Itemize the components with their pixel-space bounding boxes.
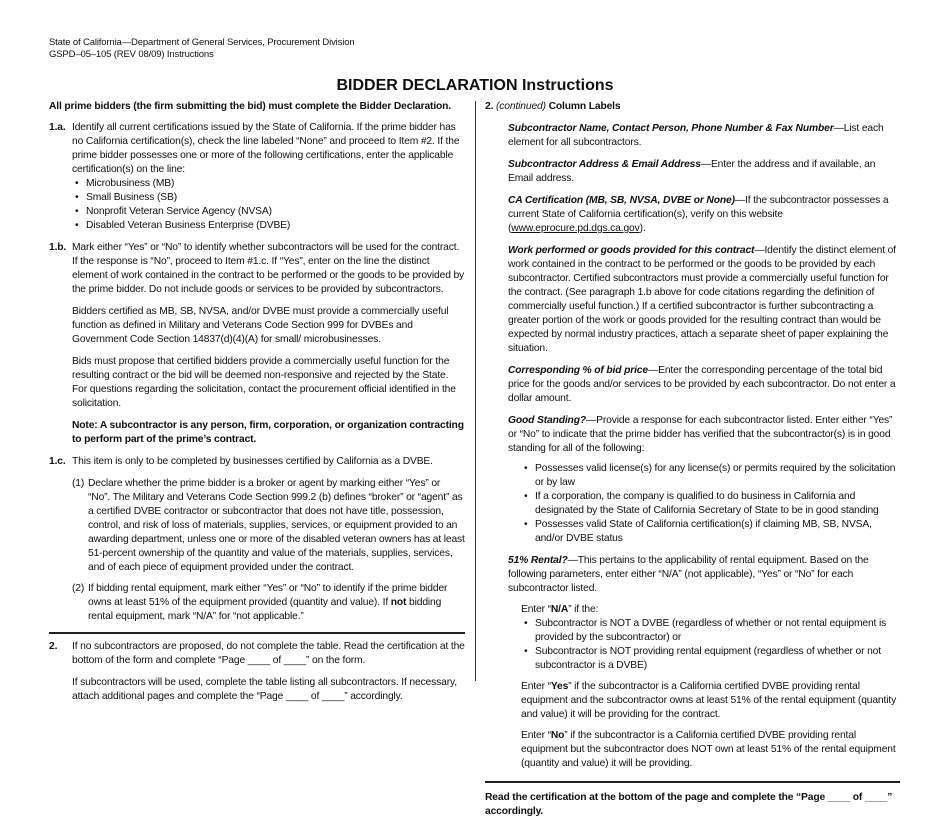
list-item: • Microbusiness (MB) xyxy=(72,177,465,191)
subitem-number: (2) xyxy=(72,583,85,594)
emphasis-text: not xyxy=(390,597,407,608)
definition: —List each element for all subcontractors. xyxy=(508,123,884,148)
label-subcontractor-name xyxy=(485,122,900,150)
item-number: 2. xyxy=(485,101,494,112)
text-segment: ” if the subcontractor is a California certified DVBE providing rental equipment but the subcontractor does NOT own at least 51% of the rental equipment (quantity and value) it will be providing. xyxy=(521,730,896,769)
term: Corresponding % of bid price xyxy=(508,365,648,376)
item-1b xyxy=(49,241,465,447)
left-column xyxy=(49,100,465,704)
emphasis-text: N/A xyxy=(550,604,569,615)
item-text: Bidders certified as MB, SB, NVSA, and/or DVBE must provide a commercially useful function as defined in Military and Veterans Code Section 999 for DVBEs and Government Code Section 14837(d)(4)(A) for small/ microbusinesses. xyxy=(72,306,449,345)
column-divider xyxy=(475,101,476,681)
section-rule xyxy=(485,781,900,783)
header-form-id: GSPD–05–105 (REV 08/09) Instructions xyxy=(49,49,214,60)
subitem-text: Declare whether the prime bidder is a broker or agent by marking either “Yes” or “No”. The Military and Veterans Code Section 999.2 (b) defines “broker” or “agent” as a certified DVBE contractor or subcontractor that does not have title, possession, control, and risk of loss of materials, supplies, services, or equipment provided to an awarding department, unless one or more of the disabled veteran owners has at least 51-percent ownership of the quantity and value of the materials, supplies, services, and of each piece of equipment provided under the contract. xyxy=(88,478,465,573)
na-instruction xyxy=(485,603,900,617)
text-segment: bidding rental equipment, mark “N/A” for “not applicable.” xyxy=(88,597,442,622)
item-number: 1.a. xyxy=(49,122,66,133)
label-good-standing xyxy=(485,414,900,456)
column-labels-heading xyxy=(485,100,900,114)
item-1a xyxy=(49,121,465,233)
item-text: If no subcontractors are proposed, do not complete the table. Read the certification at the bottom of the form and complete “Page ____ of ____” on the form. xyxy=(72,641,465,666)
label-subcontractor-address xyxy=(485,158,900,186)
footer-instruction: Read the certification at the bottom of the page and complete the “Page ____ of ____” accordingly. xyxy=(485,792,893,817)
item-text: This item is only to be completed by businesses certified by California as a DVBE. xyxy=(72,456,433,467)
item-number: 2. xyxy=(49,641,58,652)
list-item: • Disabled Veteran Business Enterprise (DVBE) xyxy=(72,219,465,233)
term: Work performed or goods provided for this contract xyxy=(508,245,755,256)
label-work-performed xyxy=(485,244,900,356)
term: Subcontractor Name, Contact Person, Phone Number & Fax Number xyxy=(508,123,834,134)
label-ca-certification xyxy=(485,194,900,236)
text-segment: ” if the subcontractor is a California certified DVBE providing rental equipment and the subcontractor owns at least 51% of the rental equipment (quantity and value) it will be providing for the contract. xyxy=(521,681,897,720)
item-text: If subcontractors will be used, complete the table listing all subcontractors. If necessary, attach additional pages and complete the “Page ____ of ____” accordingly. xyxy=(72,677,457,702)
subcontractor-note: Note: A subcontractor is any person, firm, corporation, or organization contracting to perform part of the prime’s contract. xyxy=(72,420,464,445)
list-item: • Possesses valid license(s) for any license(s) or permits required by the solicitation or by law xyxy=(521,462,900,490)
item-text: Mark either “Yes” or “No” to identify whether subcontractors will be used for the contract. If the response is “No”, proceed to Item #1.c. If “Yes”, enter on the line the distinct element of work contained in the contract to be performed or the goods to be provided by the prime bidder. Do not include goods or services to be provided by subcontractors. xyxy=(72,242,465,295)
definition: —If the subcontractor possesses a current State of California certification(s), verify on this website ( xyxy=(508,195,889,234)
emphasis-text: No xyxy=(550,730,565,741)
right-column xyxy=(485,100,900,819)
item-text: Bids must propose that certified bidders provide a commercially useful function for the resulting contract or the bid will be deemed non-responsive and rejected by the State. For questions regarding the solicitation, contact the procurement official identified in the solicitation. xyxy=(72,356,456,409)
eprocure-link[interactable]: www.eprocure.pd.dgs.ca.gov xyxy=(511,223,640,234)
list-item: • Subcontractor is NOT providing rental equipment (regardless of whether or not subcontractor is a DVBE) xyxy=(521,645,900,673)
item-text: Identify all current certifications issued by the State of California. If the prime bidder has no California certification(s), check the line labeled “None” and proceed to Item #2. If the prime bidder possesses one or more of the following certifications, enter the applicable certification(s) on the line: xyxy=(72,122,460,175)
no-instruction xyxy=(485,729,900,771)
text-segment: Enter “ xyxy=(521,730,551,741)
yes-instruction xyxy=(485,680,900,722)
heading-text: Column Labels xyxy=(548,101,621,112)
subitem-1 xyxy=(72,477,465,575)
label-bid-percent xyxy=(485,364,900,406)
good-standing-list xyxy=(485,462,900,546)
text-segment: Enter “ xyxy=(521,604,551,615)
list-item: • Possesses valid State of California certification(s) if claiming MB, SB, NVSA, and/or DVBE status xyxy=(521,518,900,546)
term: CA Certification (MB, SB, NVSA, DVBE or None) xyxy=(508,195,735,206)
item-number: 1.b. xyxy=(49,242,67,253)
list-item: • If a corporation, the company is qualified to do business in California and designated by the State of California Secretary of State to be in good standing xyxy=(521,490,900,518)
text-segment: Enter “ xyxy=(521,681,551,692)
text-segment: If bidding rental equipment, mark either “Yes” or “No” to identify if the prime bidder owns at least 51% of the equipment provided (quantity and value). If xyxy=(88,583,448,608)
item-number: 1.c. xyxy=(49,456,66,467)
label-rental xyxy=(485,554,900,596)
continued-label: (continued) xyxy=(496,101,546,112)
list-item: • Small Business (SB) xyxy=(72,191,465,205)
subitem-text xyxy=(88,582,465,624)
page-title: BIDDER DECLARATION Instructions xyxy=(336,77,614,94)
na-list xyxy=(485,617,900,673)
definition: ). xyxy=(639,223,646,234)
subitem-number: (1) xyxy=(72,478,85,489)
item-2 xyxy=(49,640,465,704)
emphasis-text: Yes xyxy=(550,681,569,692)
definition: —Enter the address and if available, an Email address. xyxy=(508,159,876,184)
definition: —Provide a response for each subcontractor listed. Enter either “Yes” or “No” to indicate that the prime bidder has verified that the subcontractor(s) is in good standing for all of the following: xyxy=(508,415,893,454)
item-1c xyxy=(49,455,465,624)
definition: —This pertains to the applicability of rental equipment. Based on the following parameters, enter either “N/A” (not applicable), “Yes” or “No” for each subcontractor listed. xyxy=(508,555,869,594)
form-header xyxy=(49,37,354,61)
text-segment: ” if the: xyxy=(568,604,599,615)
term: 51% Rental? xyxy=(508,555,568,566)
term: Good Standing? xyxy=(508,415,586,426)
subitem-2 xyxy=(72,582,465,624)
section-rule xyxy=(49,632,465,634)
certification-list xyxy=(72,177,465,233)
definition: —Enter the corresponding percentage of the total bid price for the goods and/or services to be provided by each subcontractor. Do not enter a dollar amount. xyxy=(508,365,896,404)
list-item: • Nonprofit Veteran Service Agency (NVSA) xyxy=(72,205,465,219)
intro-text: All prime bidders (the firm submitting the bid) must complete the Bidder Declaration. xyxy=(49,101,452,112)
term: Subcontractor Address & Email Address xyxy=(508,159,701,170)
definition: —Identify the distinct element of work contained in the contract to be performed or the goods to be provided by each subcontractor. Certified subcontractors must provide a commercially useful function for the contract. (See paragraph 1.b above for code citations regarding the definition of commercially useful function.) If a certified subcontractor is further subcontracting a greater portion of the work or goods provided for the resulting contract than would be expected by normal industry practices, attach a separate sheet of paper explaining the situation. xyxy=(508,245,896,354)
header-agency: State of California—Department of General Services, Procurement Division xyxy=(49,37,355,48)
list-item: • Subcontractor is NOT a DVBE (regardless of whether or not rental equipment is provided by the subcontractor) or xyxy=(521,617,900,645)
